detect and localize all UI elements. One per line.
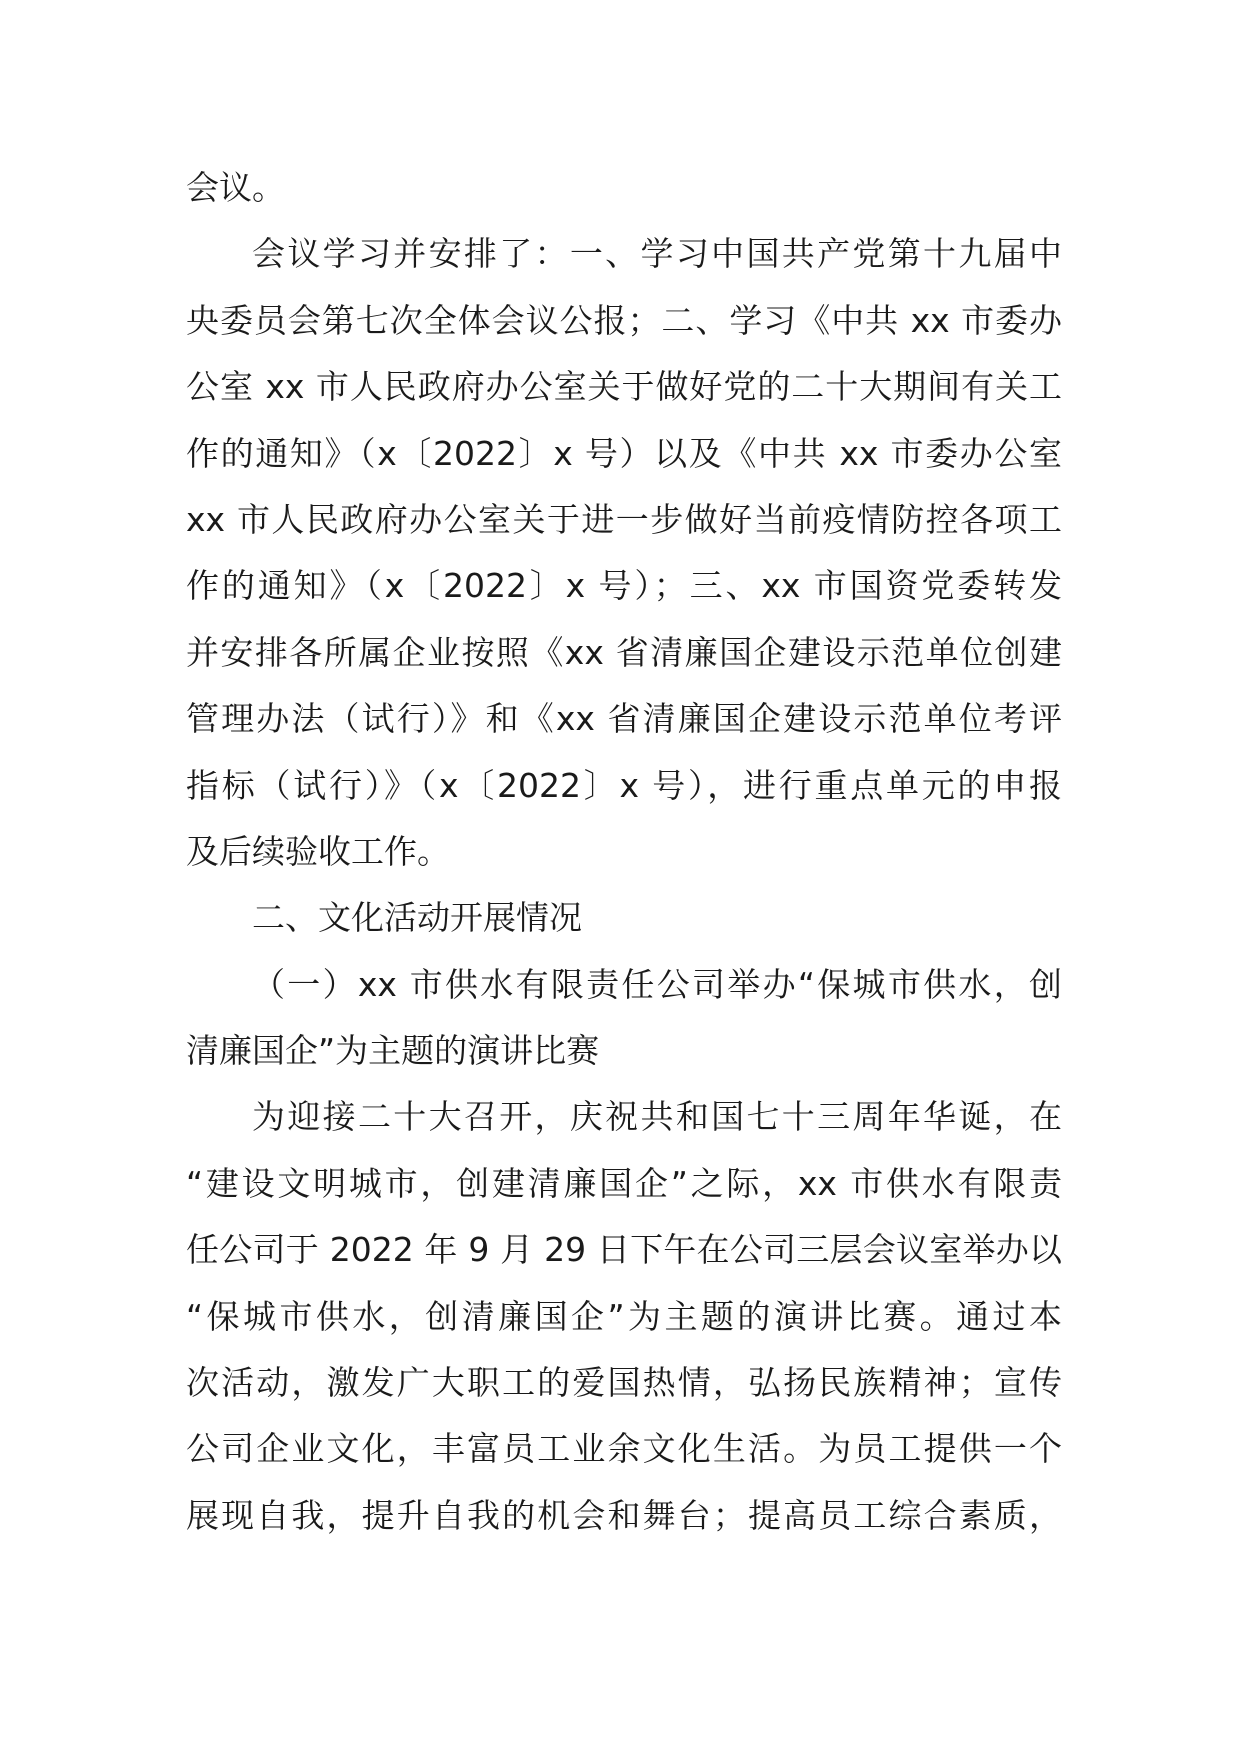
text-line: 央委员会第七次全体会议公报；二、学习《中共 xx 市委办 — [186, 300, 1062, 340]
subsection-heading: 清廉国企”为主题的演讲比赛 — [186, 1031, 600, 1071]
text-line: 展现自我，提升自我的机会和舞台；提高员工综合素质， — [186, 1495, 1062, 1535]
text-line: 并安排各所属企业按照《xx 省清廉国企建设示范单位创建 — [186, 632, 1062, 672]
text-line: 管理办法（试行）》和《xx 省清廉国企建设示范单位考评 — [186, 699, 1062, 739]
text-line: 及后续验收工作。 — [186, 831, 450, 871]
text-line: 作的通知》（x〔2022〕x 号）以及《中共 xx 市委办公室 — [186, 433, 1062, 473]
text-line: 公室 xx 市人民政府办公室关于做好党的二十大期间有关工 — [186, 367, 1062, 407]
text-line: 会议。 — [186, 168, 285, 207]
text-line: xx 市人民政府办公室关于进一步做好当前疫情防控各项工 — [186, 499, 1062, 539]
text-line: 任公司于 2022 年 9 月 29 日下午在公司三层会议室举办以 — [186, 1230, 1062, 1270]
section-heading: 二、文化活动开展情况 — [252, 898, 582, 938]
text-line: 会议学习并安排了：一、学习中国共产党第十九届中 — [252, 234, 1062, 274]
text-line: 公司企业文化，丰富员工业余文化生活。为员工提供一个 — [186, 1429, 1062, 1469]
document-body — [186, 155, 1062, 1549]
text-line: “建设文明城市，创建清廉国企”之际，xx 市供水有限责 — [186, 1163, 1062, 1203]
text-line: 次活动，激发广大职工的爱国热情，弘扬民族精神；宣传 — [186, 1363, 1062, 1403]
text-line: 指标（试行）》（x〔2022〕x 号），进行重点单元的申报 — [186, 765, 1062, 805]
subsection-heading: （一）xx 市供水有限责任公司举办“保城市供水，创 — [252, 964, 1062, 1004]
text-line: 作的通知》（x〔2022〕x 号）；三、xx 市国资党委转发 — [186, 566, 1062, 606]
text-line: 为迎接二十大召开，庆祝共和国七十三周年华诞，在 — [252, 1097, 1062, 1137]
text-line: “保城市供水，创清廉国企”为主题的演讲比赛。通过本 — [186, 1296, 1062, 1336]
